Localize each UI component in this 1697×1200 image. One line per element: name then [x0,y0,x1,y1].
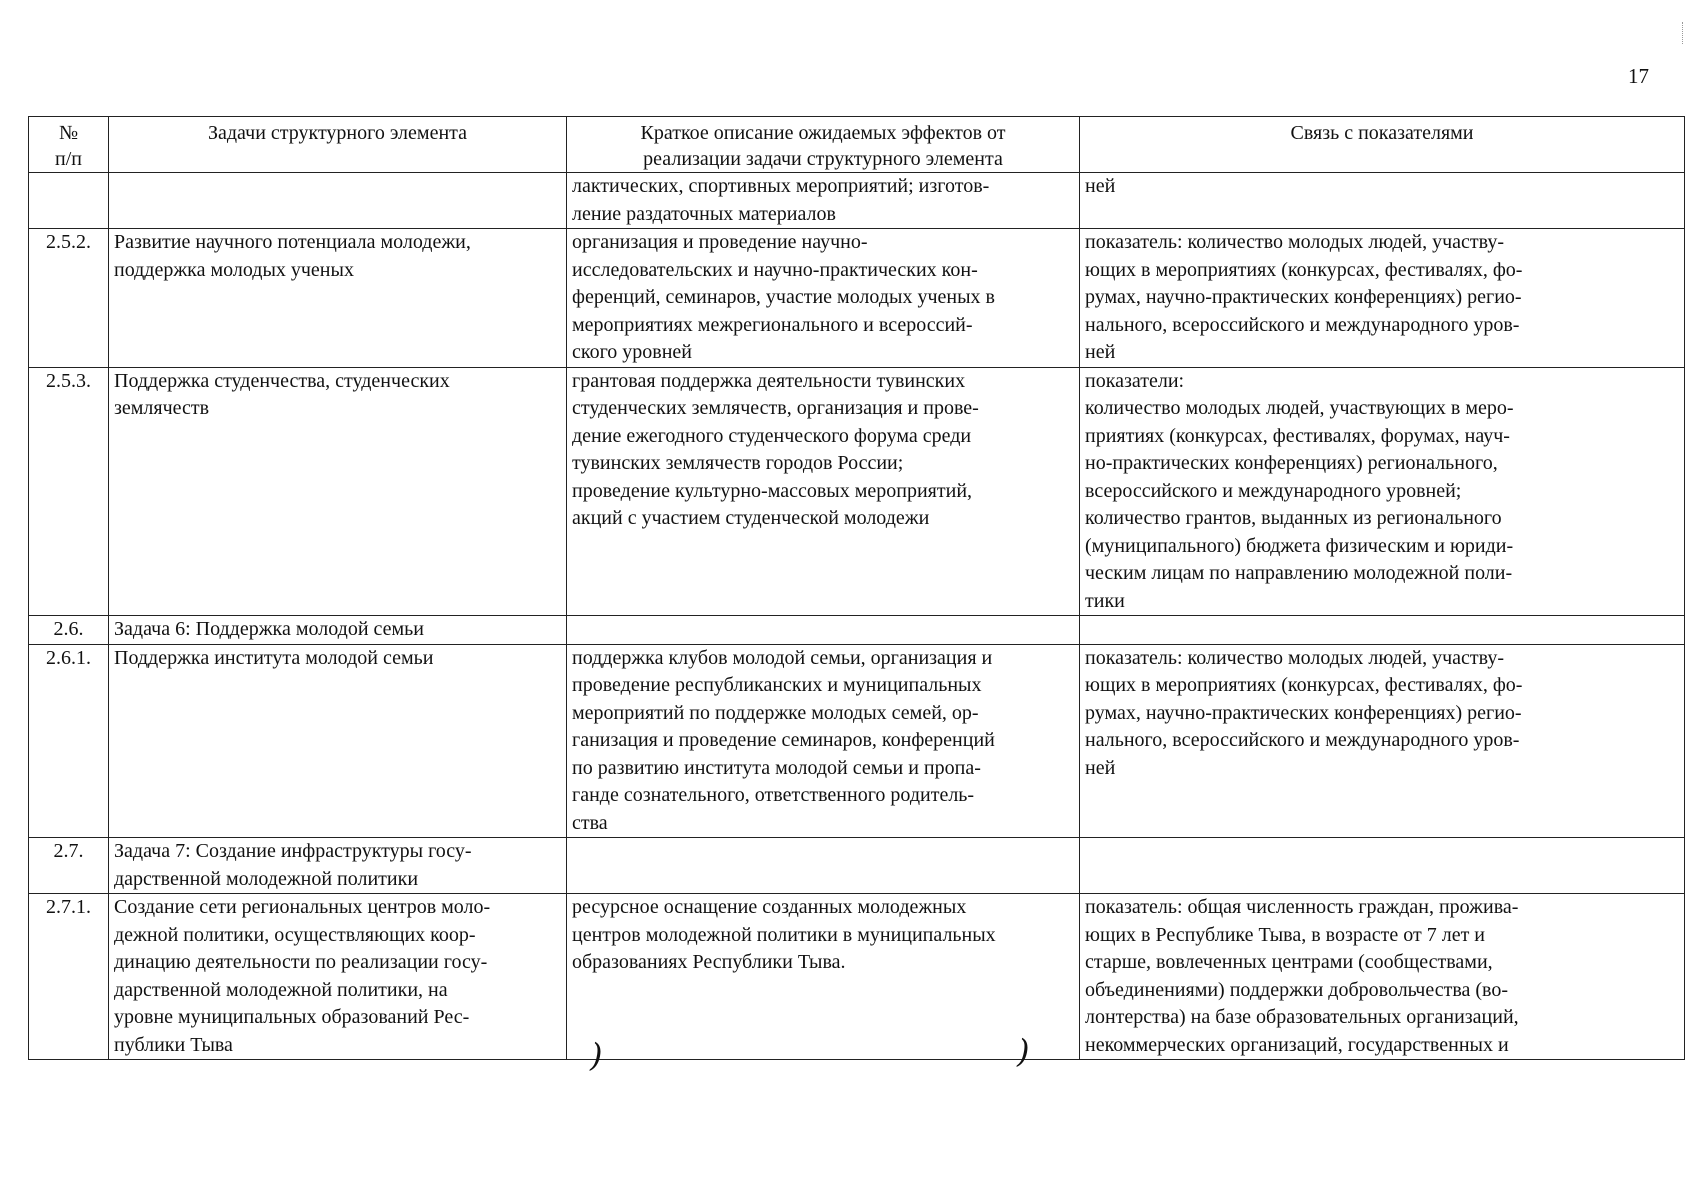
cell-line: ства [572,811,608,834]
cell-line: дение ежегодного студенческого форума среди [572,424,972,447]
cell-effects [567,229,1080,368]
cell-line: ющих в мероприятиях (конкурсах, фестивалях, фо- [1085,258,1523,281]
cell-line: показатель: количество молодых людей, участву- [1085,231,1505,253]
cell-line: ней [1085,341,1116,363]
cell-effects [567,894,1080,1060]
cell-task [109,367,567,616]
cell-line: тики [1085,589,1125,612]
cell-line: приятиях (конкурсах, фестивалях, форумах, науч- [1085,424,1510,447]
cell-line: лонтерства) на базе образовательных организаций, [1085,1006,1519,1028]
handwritten-mark: ) [1017,1032,1030,1070]
cell-line: ференций, семинаров, участие молодых ученых в [572,286,995,308]
cell-effects [567,644,1080,838]
table-row [29,229,1685,368]
row-number: 2.7. [29,838,109,894]
cell-line: поддержка молодых ученых [114,258,354,281]
cell-task [109,894,567,1060]
cell-link [1080,367,1685,616]
header-link: Связь с показателями [1080,117,1685,173]
cell-line: но-практических конференциях) регионального, [1085,452,1498,474]
cell-line: ганизация и проведение семинаров, конференций [572,729,995,751]
cell-line: Поддержка института молодой семьи [114,646,434,669]
cell-line: публики Тыва [114,1033,233,1056]
cell-line: Задача 7: Создание инфраструктуры госу- [114,840,472,862]
cell-line: образованиях Республики Тыва. [572,951,846,973]
cell-line: ление раздаточных материалов [572,202,836,225]
cell-line: ющих в мероприятиях (конкурсах, фестивалях, фо- [1085,674,1523,696]
cell-line: показатель: количество молодых людей, участву- [1085,646,1505,669]
cell-task [109,838,567,894]
cell-line: дежной политики, осуществляющих коор- [114,923,476,946]
cell-line: грантовая поддержка деятельности тувинских [572,369,966,392]
cell-line: мероприятий по поддержке молодых семей, ор- [572,701,979,724]
cell-line: старше, вовлеченных центрами (сообществами, [1085,951,1493,973]
cell-link [1080,894,1685,1060]
cell-line: по развитию института молодой семьи и пропа- [572,756,981,779]
cell-line: нального, всероссийского и международного уров- [1085,313,1520,336]
cell-line: ресурсное оснащение созданных молодежных [572,896,967,918]
cell-task [109,644,567,838]
cell-line: всероссийского и международного уровней; [1085,479,1462,502]
row-number: 2.6. [29,616,109,645]
cell-line: землячеств [114,397,210,419]
table-row [29,616,1685,645]
cell-line: ющих в Республике Тыва, в возрасте от 7 лет и [1085,923,1486,946]
cell-line: объединениями) поддержки добровольчества (во- [1085,978,1509,1001]
cell-line: румах, научно-практических конференциях) регио- [1085,701,1522,724]
cell-line: поддержка клубов молодой семьи, организация и [572,646,993,669]
row-number: 2.5.2. [29,229,109,368]
cell-line: акций с участием студенческой молодежи [572,507,930,529]
cell-line: показатели: [1085,369,1185,392]
header-num: № п/п [29,117,109,173]
cell-task [109,616,567,645]
table-row [29,367,1685,616]
cell-line: дарственной молодежной политики, на [114,978,448,1001]
cell-effects [567,838,1080,894]
table-row [29,173,1685,229]
table-row [29,894,1685,1060]
scan-speck [1682,22,1691,44]
table-body [29,173,1685,1060]
cell-line: нального, всероссийского и международного уров- [1085,729,1520,751]
cell-line: организация и проведение научно- [572,231,868,253]
row-number: 2.7.1. [29,894,109,1060]
cell-line: ского уровней [572,341,693,363]
row-number: 2.6.1. [29,644,109,838]
cell-link [1080,173,1685,229]
cell-line: мероприятиях межрегионального и всероссий- [572,313,973,336]
cell-effects [567,173,1080,229]
cell-line: количество молодых людей, участвующих в меро- [1085,397,1514,419]
handwritten-mark: ) [590,1036,603,1074]
cell-line: ней [1085,175,1116,197]
cell-link [1080,229,1685,368]
page-number: 17 [1628,64,1649,88]
row-number [29,173,109,229]
cell-task [109,229,567,368]
cell-line: количество грантов, выданных из регионального [1085,507,1502,529]
cell-line: проведение республиканских и муниципальных [572,674,982,696]
cell-line: лактических, спортивных мероприятий; изготов- [572,175,990,197]
cell-link [1080,616,1685,645]
cell-line: исследовательских и научно-практических кон- [572,258,978,281]
cell-task [109,173,567,229]
header-task: Задачи структурного элемента [109,117,567,173]
cell-line: студенческих землячеств, организация и прове- [572,397,979,419]
header-effects: Краткое описание ожидаемых эффектов от реализации задачи структурного элемента [567,117,1080,173]
cell-link [1080,838,1685,894]
cell-line: Задача 6: Поддержка молодой семьи [114,618,424,640]
cell-line: румах, научно-практических конференциях) регио- [1085,286,1522,308]
cell-line: Поддержка студенчества, студенческих [114,369,450,392]
cell-line: дарственной молодежной политики [114,867,419,890]
table-header-row [29,117,1685,173]
row-number: 2.5.3. [29,367,109,616]
cell-line: (муниципального) бюджета физическим и юриди- [1085,534,1514,557]
cell-line: уровне муниципальных образований Рес- [114,1006,470,1028]
cell-effects [567,616,1080,645]
table-row [29,644,1685,838]
cell-line: динацию деятельности по реализации госу- [114,951,488,973]
cell-line: ней [1085,756,1116,779]
cell-line: показатель: общая численность граждан, прожива- [1085,896,1519,918]
cell-line: некоммерческих организаций, государственных и [1085,1033,1509,1056]
cell-line: тувинских землячеств городов России; [572,452,904,474]
cell-line: Развитие научного потенциала молодежи, [114,231,471,253]
cell-line: ческим лицам по направлению молодежной поли- [1085,562,1513,584]
cell-link [1080,644,1685,838]
cell-effects [567,367,1080,616]
cell-line: центров молодежной политики в муниципальных [572,923,996,946]
cell-line: ганде сознательного, ответственного родитель- [572,784,975,806]
cell-line: проведение культурно-массовых мероприятий, [572,479,973,502]
program-table [28,116,1685,1060]
table-row [29,838,1685,894]
cell-line: Создание сети региональных центров моло- [114,896,491,918]
